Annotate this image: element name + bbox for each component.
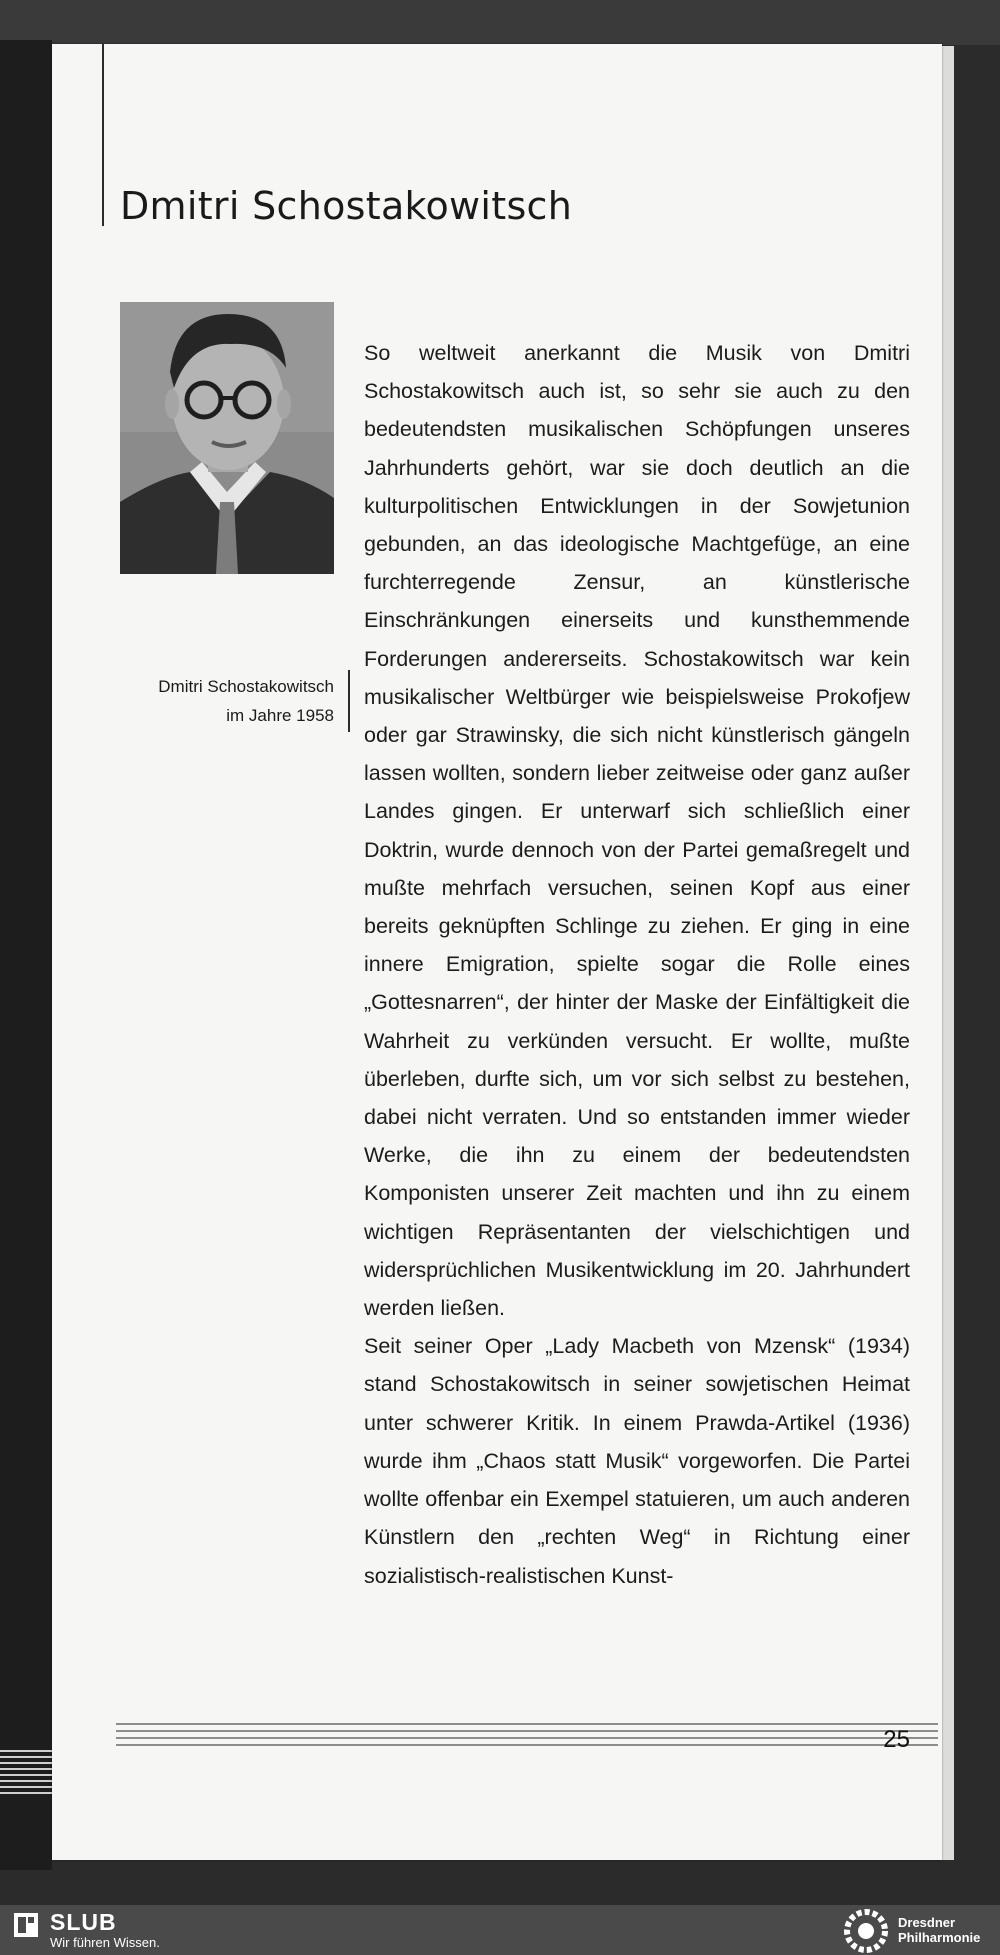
title-vertical-rule xyxy=(102,44,104,226)
paragraph: Seit seiner Oper „Lady Macbeth von Mzensk“ (1934) stand Schostakowitsch in seiner sowjetischen Heimat unter schwerer Kritik. In einem Prawda-Artikel (1936) wurde ihm „Chaos statt Musik“ vorgeworfen. Die Partei wollte offenbar ein Exempel statuieren, um auch anderen Künstlern den „rechten Weg“ in Richtung einer sozialistisch-realistischen Kunst- xyxy=(364,1334,910,1588)
partner-name-line2: Philharmonie xyxy=(898,1930,981,1945)
document-page xyxy=(52,44,942,1860)
slub-logo-icon xyxy=(14,1913,38,1937)
paragraph: So weltweit anerkannt die Musik von Dmitri Schostakowitsch auch ist, so sehr sie auch zu den bedeutendsten musikalischen Schöpfungen unseres Jahrhunderts gehört, war sie doch deutlich an die kulturpolitischen Entwicklungen in der Sowjetunion gebunden, an das ideologische Machtgefüge, an eine furchterregende Zensur, an künstlerische Einschränkungen einerseits und kunsthemmende Forderungen andererseits. Schostakowitsch war kein musikalischer Weltbürger wie beispielsweise Prokofjew oder gar Strawinsky, die sich nicht künstlerisch gängeln lassen wollten, sondern lieber zeitweise oder ganz außer Landes gingen. Er unterwarf sich schließlich einer Doktrin, wurde dennoch von der Partei gemaßregelt und mußte mehrfach versuchen, seinen Kopf aus einer bereits geknüpften Schlinge zu ziehen. Er ging in eine innere Emigration, spielte sogar die Rolle eines „Gottesnarren“, der hinter der Maske der Einfältigkeit die Wahrheit zu verkünden versucht. Er wollte, mußte überleben, durfte sich, um vor sich selbst zu bestehen, dabei nicht verraten. Und so entstanden immer wieder Werke, die ihn zu einem der bedeutendsten Komponisten unserer Zeit machten und ihn zu einem wichtigen Repräsentanten der vielschichtigen und widersprüchlichen Musikentwicklung im 20. Jahrhundert werden ließen. xyxy=(364,341,910,1321)
portrait-illustration xyxy=(120,302,334,574)
portrait-photo xyxy=(120,302,334,574)
partner-name xyxy=(898,1915,980,1945)
slub-name: SLUB xyxy=(50,1909,117,1935)
photo-caption-date: im Jahre 1958 xyxy=(226,706,334,725)
music-staff-decoration xyxy=(116,1723,938,1753)
article-body xyxy=(364,334,910,1595)
page-title: Dmitri Schostakowitsch xyxy=(120,184,573,228)
scan-left-border xyxy=(0,40,52,1870)
slub-tagline: Wir führen Wissen. xyxy=(50,1935,160,1950)
page-number: 25 xyxy=(883,1726,910,1753)
photo-caption-name: Dmitri Schostakowitsch xyxy=(158,677,334,696)
scan-top-border xyxy=(0,0,1000,45)
scan-edge-stripes xyxy=(0,1750,52,1796)
page-edge xyxy=(942,46,954,1860)
photo-caption xyxy=(120,672,334,730)
dresdner-philharmonie-logo-icon xyxy=(842,1908,890,1954)
footer-bar xyxy=(0,1905,1000,1955)
partner-name-line1: Dresdner xyxy=(898,1915,956,1930)
caption-vertical-rule xyxy=(348,670,350,732)
